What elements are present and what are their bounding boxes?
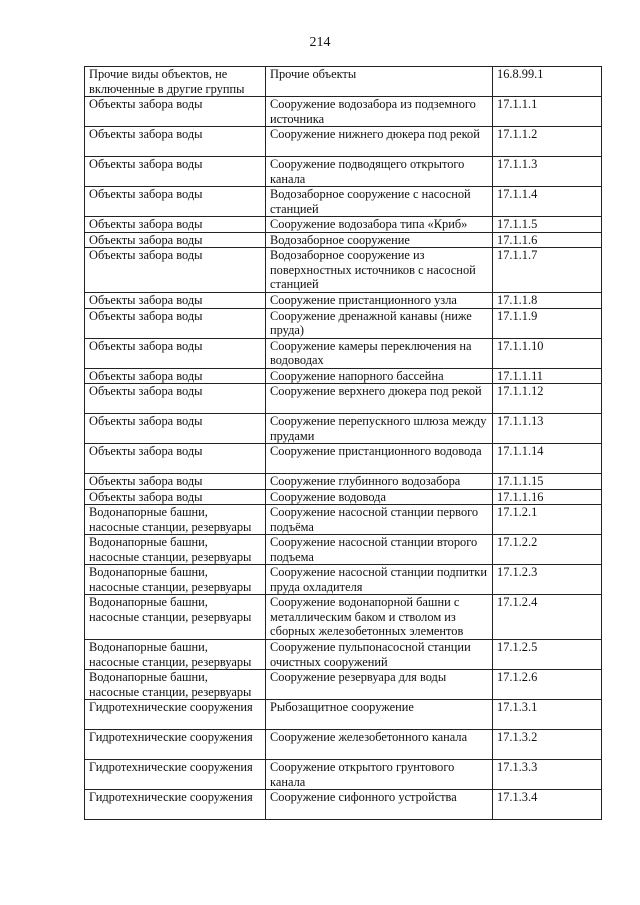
object-name-cell: Сооружение пульпонасосной станции очистных сооружений — [266, 640, 493, 670]
object-name-cell: Сооружение водозабора типа «Криб» — [266, 217, 493, 233]
classification-table — [84, 66, 602, 820]
table-row — [85, 67, 602, 97]
object-code-cell: 17.1.1.6 — [493, 232, 602, 248]
object-code-cell: 17.1.3.2 — [493, 730, 602, 760]
table-row — [85, 474, 602, 490]
object-group-cell: Объекты забора воды — [85, 489, 266, 505]
table-row — [85, 700, 602, 730]
table-row — [85, 187, 602, 217]
object-name-cell: Сооружение сифонного устройства — [266, 790, 493, 820]
object-name-cell: Сооружение камеры переключения на водоводах — [266, 338, 493, 368]
object-code-cell: 17.1.1.11 — [493, 368, 602, 384]
object-code-cell: 16.8.99.1 — [493, 67, 602, 97]
table-row — [85, 157, 602, 187]
table-row — [85, 338, 602, 368]
object-name-cell: Сооружение перепускного шлюза между прудами — [266, 414, 493, 444]
object-name-cell: Сооружение железобетонного канала — [266, 730, 493, 760]
table-row — [85, 414, 602, 444]
table-row — [85, 489, 602, 505]
object-group-cell: Объекты забора воды — [85, 414, 266, 444]
object-name-cell: Сооружение насосной станции первого подъёма — [266, 505, 493, 535]
table-row — [85, 444, 602, 474]
object-name-cell: Сооружение водозабора из подземного источника — [266, 97, 493, 127]
table-row — [85, 730, 602, 760]
object-code-cell: 17.1.1.16 — [493, 489, 602, 505]
object-code-cell: 17.1.3.1 — [493, 700, 602, 730]
page-number: 214 — [309, 35, 331, 50]
table-row — [85, 535, 602, 565]
object-group-cell: Водонапорные башни, насосные станции, резервуары — [85, 595, 266, 640]
object-name-cell: Сооружение насосной станции второго подъема — [266, 535, 493, 565]
object-group-cell: Объекты забора воды — [85, 293, 266, 309]
table-row — [85, 308, 602, 338]
object-group-cell: Объекты забора воды — [85, 157, 266, 187]
object-code-cell: 17.1.1.3 — [493, 157, 602, 187]
object-code-cell: 17.1.2.4 — [493, 595, 602, 640]
object-name-cell: Сооружение открытого грунтового канала — [266, 760, 493, 790]
table-row — [85, 505, 602, 535]
object-code-cell: 17.1.2.2 — [493, 535, 602, 565]
table-row — [85, 670, 602, 700]
object-group-cell: Объекты забора воды — [85, 308, 266, 338]
object-code-cell: 17.1.3.3 — [493, 760, 602, 790]
object-name-cell: Сооружение насосной станции подпитки пруда охладителя — [266, 565, 493, 595]
table-row — [85, 217, 602, 233]
object-code-cell: 17.1.1.15 — [493, 474, 602, 490]
object-name-cell: Сооружение глубинного водозабора — [266, 474, 493, 490]
object-group-cell: Водонапорные башни, насосные станции, резервуары — [85, 640, 266, 670]
object-code-cell: 17.1.1.12 — [493, 384, 602, 414]
object-code-cell: 17.1.1.9 — [493, 308, 602, 338]
object-name-cell: Водозаборное сооружение из поверхностных источников с насосной станцией — [266, 248, 493, 293]
object-name-cell: Прочие объекты — [266, 67, 493, 97]
object-name-cell: Рыбозащитное сооружение — [266, 700, 493, 730]
object-group-cell: Водонапорные башни, насосные станции, резервуары — [85, 535, 266, 565]
table-row — [85, 232, 602, 248]
table-row — [85, 384, 602, 414]
object-code-cell: 17.1.1.4 — [493, 187, 602, 217]
object-group-cell: Объекты забора воды — [85, 338, 266, 368]
object-group-cell: Гидротехнические сооружения — [85, 790, 266, 820]
object-group-cell: Объекты забора воды — [85, 444, 266, 474]
object-name-cell: Сооружение резервуара для воды — [266, 670, 493, 700]
object-code-cell: 17.1.3.4 — [493, 790, 602, 820]
object-code-cell: 17.1.1.1 — [493, 97, 602, 127]
table-row — [85, 565, 602, 595]
object-group-cell: Водонапорные башни, насосные станции, резервуары — [85, 565, 266, 595]
table-row — [85, 127, 602, 157]
table-row — [85, 293, 602, 309]
object-name-cell: Сооружение верхнего дюкера под рекой — [266, 384, 493, 414]
object-code-cell: 17.1.1.10 — [493, 338, 602, 368]
table-row — [85, 640, 602, 670]
table-body — [85, 67, 602, 820]
object-name-cell: Сооружение водовода — [266, 489, 493, 505]
object-code-cell: 17.1.2.5 — [493, 640, 602, 670]
object-code-cell: 17.1.1.7 — [493, 248, 602, 293]
object-code-cell: 17.1.1.14 — [493, 444, 602, 474]
object-name-cell: Сооружение подводящего открытого канала — [266, 157, 493, 187]
object-group-cell: Объекты забора воды — [85, 232, 266, 248]
object-group-cell: Объекты забора воды — [85, 97, 266, 127]
object-code-cell: 17.1.1.13 — [493, 414, 602, 444]
object-group-cell: Гидротехнические сооружения — [85, 760, 266, 790]
object-code-cell: 17.1.1.2 — [493, 127, 602, 157]
table-row — [85, 595, 602, 640]
object-group-cell: Объекты забора воды — [85, 217, 266, 233]
object-code-cell: 17.1.2.1 — [493, 505, 602, 535]
object-group-cell: Объекты забора воды — [85, 127, 266, 157]
object-group-cell: Объекты забора воды — [85, 368, 266, 384]
object-name-cell: Водозаборное сооружение — [266, 232, 493, 248]
table-row — [85, 760, 602, 790]
object-group-cell: Прочие виды объектов, не включенные в другие группы — [85, 67, 266, 97]
object-group-cell: Гидротехнические сооружения — [85, 700, 266, 730]
object-code-cell: 17.1.1.8 — [493, 293, 602, 309]
object-code-cell: 17.1.2.6 — [493, 670, 602, 700]
object-group-cell: Водонапорные башни, насосные станции, резервуары — [85, 670, 266, 700]
object-group-cell: Водонапорные башни, насосные станции, резервуары — [85, 505, 266, 535]
object-name-cell: Сооружение напорного бассейна — [266, 368, 493, 384]
table-row — [85, 97, 602, 127]
object-group-cell: Объекты забора воды — [85, 474, 266, 490]
object-code-cell: 17.1.2.3 — [493, 565, 602, 595]
object-name-cell: Сооружение водонапорной башни с металлическим баком и стволом из сборных железобетонных элементов — [266, 595, 493, 640]
object-name-cell: Сооружение нижнего дюкера под рекой — [266, 127, 493, 157]
object-group-cell: Объекты забора воды — [85, 384, 266, 414]
object-name-cell: Сооружение дренажной канавы (ниже пруда) — [266, 308, 493, 338]
object-name-cell: Сооружение пристанционного узла — [266, 293, 493, 309]
table-row — [85, 790, 602, 820]
object-code-cell: 17.1.1.5 — [493, 217, 602, 233]
object-group-cell: Объекты забора воды — [85, 248, 266, 293]
object-group-cell: Гидротехнические сооружения — [85, 730, 266, 760]
table-row — [85, 368, 602, 384]
object-name-cell: Водозаборное сооружение с насосной станцией — [266, 187, 493, 217]
object-name-cell: Сооружение пристанционного водовода — [266, 444, 493, 474]
object-group-cell: Объекты забора воды — [85, 187, 266, 217]
table-row — [85, 248, 602, 293]
